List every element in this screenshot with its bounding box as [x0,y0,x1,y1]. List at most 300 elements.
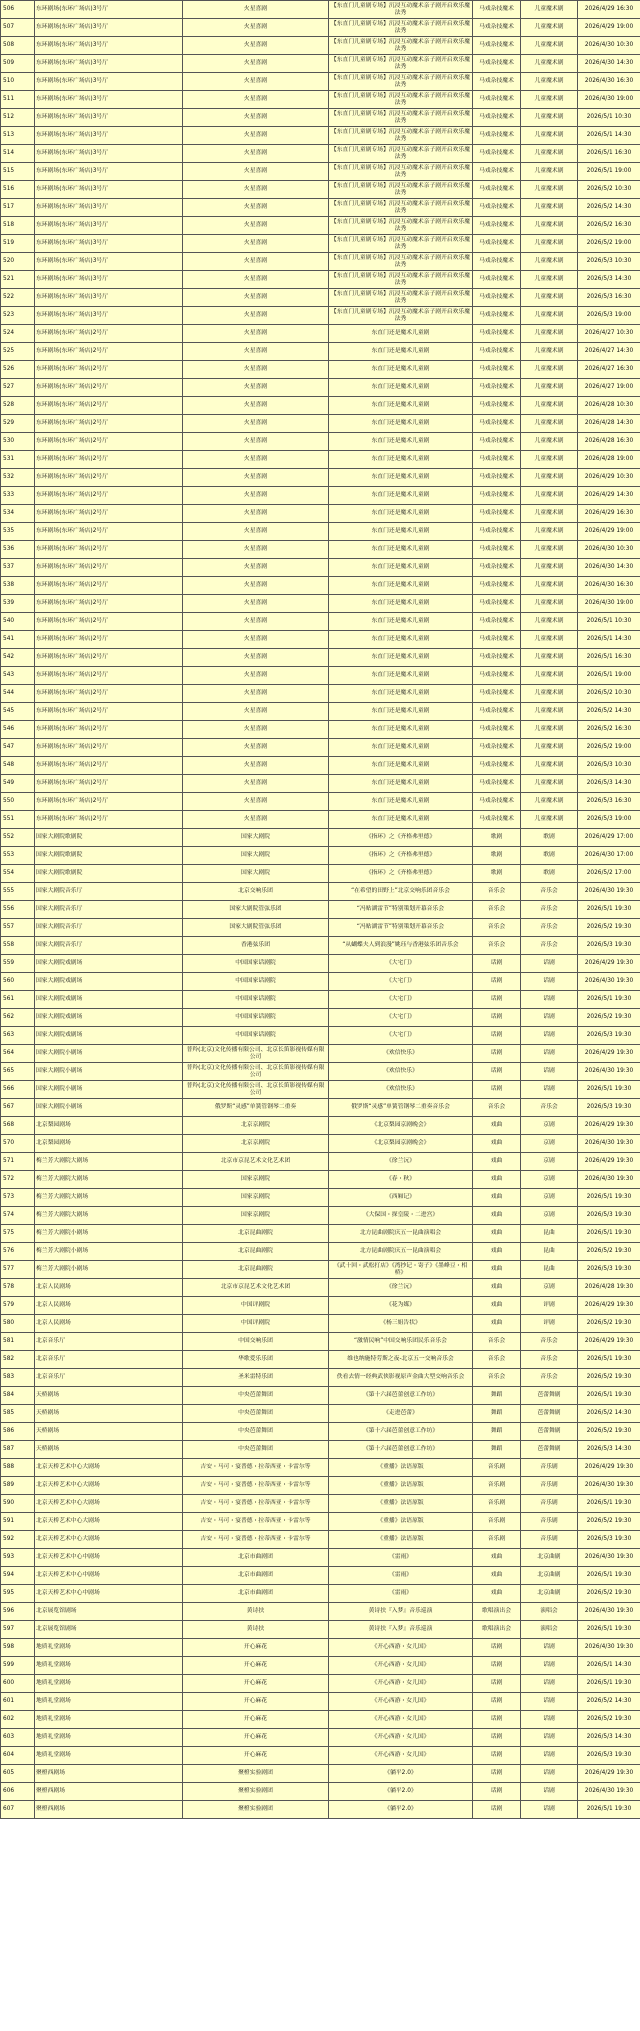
organizer-cell: 火星喜剧 [183,199,329,217]
program-title-cell: 《指环》之《齐格弗里德》 [329,829,473,847]
organizer-cell: 火星喜剧 [183,361,329,379]
venue-cell: 北京梨园剧场 [35,1135,183,1153]
organizer-cell: 北京市曲剧团 [183,1567,329,1585]
genre-cell: 儿童魔术剧 [521,55,578,73]
table-row [1,1027,640,1045]
program-title-cell: “在希望的田野上”北京交响乐团音乐会 [329,883,473,901]
venue-cell: 地质礼堂剧场 [35,1693,183,1711]
datetime-cell: 2026/5/1 19:30 [578,1675,640,1693]
datetime-cell: 2026/5/3 19:30 [578,1099,640,1117]
datetime-cell: 2026/4/29 19:30 [578,1297,640,1315]
table-row [1,163,640,181]
datetime-cell: 2026/5/2 19:30 [578,1513,640,1531]
category-cell: 马戏杂技魔术 [473,469,521,487]
row-number-cell: 573 [1,1189,35,1207]
program-title-cell: 【东直门儿童剧专场】沉浸互动魔术亲子剧开启欢乐魔法秀 [329,55,473,73]
genre-cell: 儿童魔术剧 [521,127,578,145]
row-number-cell: 588 [1,1459,35,1477]
category-cell: 马戏杂技魔术 [473,73,521,91]
datetime-cell: 2026/5/2 19:30 [578,1369,640,1387]
genre-cell: 音乐剧 [521,1531,578,1549]
row-number-cell: 507 [1,19,35,37]
row-number-cell: 603 [1,1729,35,1747]
datetime-cell: 2026/4/30 14:30 [578,55,640,73]
category-cell: 马戏杂技魔术 [473,415,521,433]
row-number-cell: 531 [1,451,35,469]
table-row [1,145,640,163]
organizer-cell: 火星喜剧 [183,523,329,541]
organizer-cell: 吉安・马可・宴普德・拉蒂西亚・卡雷尔等 [183,1459,329,1477]
datetime-cell: 2026/5/1 19:30 [578,1621,640,1639]
organizer-cell: 开心麻花 [183,1729,329,1747]
organizer-cell: 火星喜剧 [183,253,329,271]
genre-cell: 芭蕾舞剧 [521,1423,578,1441]
organizer-cell: 黄诗扶 [183,1603,329,1621]
category-cell: 话剧 [473,1675,521,1693]
program-title-cell: 《走进芭蕾》 [329,1405,473,1423]
organizer-cell: 吉安・马可・宴普德・拉蒂西亚・卡雷尔等 [183,1531,329,1549]
venue-cell: 梅兰芳大剧院大剧场 [35,1207,183,1225]
genre-cell: 音乐会 [521,1333,578,1351]
venue-cell: 东环剧场(东环广场店)2号厅 [35,379,183,397]
genre-cell: 音乐会 [521,901,578,919]
genre-cell: 儿童魔术剧 [521,73,578,91]
table-row [1,505,640,523]
program-title-cell: 【东直门儿童剧专场】沉浸互动魔术亲子剧开启欢乐魔法秀 [329,235,473,253]
genre-cell: 儿童魔术剧 [521,289,578,307]
program-title-cell: 《北京梨园京剧晚会》 [329,1135,473,1153]
row-number-cell: 594 [1,1567,35,1585]
table-row [1,1801,640,1819]
table-row [1,1495,640,1513]
row-number-cell: 572 [1,1171,35,1189]
genre-cell: 儿童魔术剧 [521,469,578,487]
datetime-cell: 2026/5/3 14:30 [578,271,640,289]
venue-cell: 地质礼堂剧场 [35,1675,183,1693]
venue-cell: 东环剧场(东环广场店)3号厅 [35,109,183,127]
venue-cell: 北京音乐厅 [35,1351,183,1369]
venue-cell: 地质礼堂剧场 [35,1657,183,1675]
table-row [1,217,640,235]
datetime-cell: 2026/5/1 19:30 [578,1495,640,1513]
genre-cell: 音乐剧 [521,1513,578,1531]
genre-cell: 北京曲剧 [521,1585,578,1603]
genre-cell: 话剧 [521,955,578,973]
category-cell: 马戏杂技魔术 [473,37,521,55]
table-row [1,1045,640,1063]
category-cell: 歌剧 [473,865,521,883]
program-title-cell: 【东直门儿童剧专场】沉浸互动魔术亲子剧开启欢乐魔法秀 [329,91,473,109]
program-title-cell: 【东直门儿童剧专场】沉浸互动魔术亲子剧开启欢乐魔法秀 [329,109,473,127]
program-title-cell: 东直门还是魔术儿童剧 [329,757,473,775]
genre-cell: 儿童魔术剧 [521,1,578,19]
program-title-cell: 【东直门儿童剧专场】沉浸互动魔术亲子剧开启欢乐魔法秀 [329,163,473,181]
row-number-cell: 510 [1,73,35,91]
table-row [1,1423,640,1441]
datetime-cell: 2026/4/29 19:30 [578,955,640,973]
row-number-cell: 545 [1,703,35,721]
category-cell: 戏曲 [473,1261,521,1279]
program-title-cell: 【东直门儿童剧专场】沉浸互动魔术亲子剧开启欢乐魔法秀 [329,145,473,163]
category-cell: 话剧 [473,1783,521,1801]
datetime-cell: 2026/5/3 19:30 [578,1027,640,1045]
venue-cell: 东环剧场(东环广场店)2号厅 [35,757,183,775]
organizer-cell: 火星喜剧 [183,595,329,613]
genre-cell: 话剧 [521,1693,578,1711]
category-cell: 马戏杂技魔术 [473,361,521,379]
row-number-cell: 560 [1,973,35,991]
organizer-cell: 火星喜剧 [183,811,329,829]
organizer-cell: 火星喜剧 [183,73,329,91]
category-cell: 舞蹈 [473,1441,521,1459]
organizer-cell: 北京市曲剧团 [183,1549,329,1567]
organizer-cell: 国家京剧院 [183,1171,329,1189]
venue-cell: 梅兰芳大剧院大剧场 [35,1153,183,1171]
organizer-cell: 火星喜剧 [183,19,329,37]
organizer-cell: 北京京剧院 [183,1117,329,1135]
row-number-cell: 530 [1,433,35,451]
program-title-cell: 《开心西游・女儿国》 [329,1693,473,1711]
row-number-cell: 577 [1,1261,35,1279]
category-cell: 话剧 [473,973,521,991]
datetime-cell: 2026/5/1 14:30 [578,1657,640,1675]
row-number-cell: 605 [1,1765,35,1783]
category-cell: 马戏杂技魔术 [473,433,521,451]
venue-cell: 东环剧场(东环广场店)2号厅 [35,685,183,703]
category-cell: 马戏杂技魔术 [473,487,521,505]
category-cell: 马戏杂技魔术 [473,127,521,145]
category-cell: 马戏杂技魔术 [473,667,521,685]
row-number-cell: 582 [1,1351,35,1369]
category-cell: 音乐会 [473,1099,521,1117]
program-title-cell: 《开心西游・女儿国》 [329,1657,473,1675]
category-cell: 马戏杂技魔术 [473,739,521,757]
table-row [1,1351,640,1369]
program-title-cell: 东直门还是魔术儿童剧 [329,775,473,793]
program-title-cell: 【东直门儿童剧专场】沉浸互动魔术亲子剧开启欢乐魔法秀 [329,253,473,271]
datetime-cell: 2026/4/29 19:30 [578,1045,640,1063]
program-title-cell: 【东直门儿童剧专场】沉浸互动魔术亲子剧开启欢乐魔法秀 [329,73,473,91]
venue-cell: 东环剧场(东环广场店)3号厅 [35,307,183,325]
table-body [1,1,640,1819]
datetime-cell: 2026/4/29 14:30 [578,487,640,505]
category-cell: 戏曲 [473,1279,521,1297]
table-row [1,595,640,613]
venue-cell: 梅兰芳大剧院大剧场 [35,1171,183,1189]
genre-cell: 儿童魔术剧 [521,703,578,721]
category-cell: 话剧 [473,1009,521,1027]
genre-cell: 演唱会 [521,1603,578,1621]
organizer-cell: 北京市京昆艺术文化艺术团 [183,1279,329,1297]
datetime-cell: 2026/5/2 17:00 [578,865,640,883]
genre-cell: 儿童魔术剧 [521,811,578,829]
table-row [1,811,640,829]
table-row [1,1189,640,1207]
venue-cell: 北京天桥艺术中心大剧场 [35,1495,183,1513]
program-title-cell: 《开心西游・女儿国》 [329,1747,473,1765]
table-row [1,523,640,541]
venue-cell: 东环剧场(东环广场店)2号厅 [35,793,183,811]
category-cell: 马戏杂技魔术 [473,703,521,721]
category-cell: 马戏杂技魔术 [473,541,521,559]
organizer-cell: 开心麻花 [183,1639,329,1657]
category-cell: 马戏杂技魔术 [473,217,521,235]
genre-cell: 京剧 [521,1117,578,1135]
category-cell: 马戏杂技魔术 [473,559,521,577]
table-row [1,1081,640,1099]
program-title-cell: 《重播》法语原版 [329,1513,473,1531]
table-row [1,1153,640,1171]
table-row [1,1261,640,1279]
genre-cell: 儿童魔术剧 [521,37,578,55]
category-cell: 话剧 [473,1045,521,1063]
program-title-cell: 《大宅门》 [329,1009,473,1027]
program-title-cell: 【东直门儿童剧专场】沉浸互动魔术亲子剧开启欢乐魔法秀 [329,181,473,199]
genre-cell: 音乐剧 [521,1477,578,1495]
organizer-cell: 火星喜剧 [183,505,329,523]
row-number-cell: 514 [1,145,35,163]
datetime-cell: 2026/4/30 19:30 [578,1783,640,1801]
genre-cell: 儿童魔术剧 [521,541,578,559]
venue-cell: 东环剧场(东环广场店)3号厅 [35,199,183,217]
table-row [1,361,640,379]
table-row [1,469,640,487]
datetime-cell: 2026/5/1 19:30 [578,1387,640,1405]
table-row [1,91,640,109]
datetime-cell: 2026/4/30 14:30 [578,559,640,577]
row-number-cell: 538 [1,577,35,595]
table-row [1,1711,640,1729]
genre-cell: 儿童魔术剧 [521,739,578,757]
row-number-cell: 580 [1,1315,35,1333]
organizer-cell: 中国评剧院 [183,1315,329,1333]
row-number-cell: 565 [1,1063,35,1081]
row-number-cell: 509 [1,55,35,73]
datetime-cell: 2026/5/3 10:30 [578,253,640,271]
organizer-cell: 火星喜剧 [183,613,329,631]
category-cell: 马戏杂技魔术 [473,523,521,541]
table-row [1,1639,640,1657]
genre-cell: 儿童魔术剧 [521,685,578,703]
venue-cell: 梅兰芳大剧院小剧场 [35,1261,183,1279]
genre-cell: 儿童魔术剧 [521,217,578,235]
table-row [1,721,640,739]
category-cell: 音乐剧 [473,1477,521,1495]
organizer-cell: 中国国家话剧院 [183,1027,329,1045]
genre-cell: 话剧 [521,991,578,1009]
organizer-cell: 吉安・马可・宴普德・拉蒂西亚・卡雷尔等 [183,1495,329,1513]
organizer-cell: 开心麻花 [183,1693,329,1711]
venue-cell: 东环剧场(东环广场店)2号厅 [35,343,183,361]
program-title-cell: 【东直门儿童剧专场】沉浸互动魔术亲子剧开启欢乐魔法秀 [329,289,473,307]
organizer-cell: 火星喜剧 [183,217,329,235]
table-row [1,1621,640,1639]
venue-cell: 东环剧场(东环广场店)3号厅 [35,127,183,145]
datetime-cell: 2026/5/3 19:30 [578,1261,640,1279]
program-title-cell: 【东直门儿童剧专场】沉浸互动魔术亲子剧开启欢乐魔法秀 [329,37,473,55]
genre-cell: 音乐会 [521,1351,578,1369]
datetime-cell: 2026/5/3 14:30 [578,1441,640,1459]
venue-cell: 东环剧场(东环广场店)2号厅 [35,721,183,739]
program-title-cell: 东直门还是魔术儿童剧 [329,685,473,703]
genre-cell: 儿童魔术剧 [521,343,578,361]
datetime-cell: 2026/5/2 10:30 [578,181,640,199]
table-row [1,1729,640,1747]
organizer-cell: 吉安・马可・宴普德・拉蒂西亚・卡雷尔等 [183,1477,329,1495]
category-cell: 音乐会 [473,901,521,919]
category-cell: 音乐会 [473,1351,521,1369]
program-title-cell: 东直门还是魔术儿童剧 [329,613,473,631]
program-title-cell: 《躺平2.0》 [329,1765,473,1783]
organizer-cell: 中国评剧院 [183,1297,329,1315]
category-cell: 音乐会 [473,1369,521,1387]
table-row [1,271,640,289]
genre-cell: 话剧 [521,1729,578,1747]
category-cell: 戏曲 [473,1549,521,1567]
datetime-cell: 2026/5/3 19:30 [578,937,640,955]
datetime-cell: 2026/5/1 19:30 [578,1801,640,1819]
genre-cell: 评剧 [521,1315,578,1333]
datetime-cell: 2026/5/3 14:30 [578,775,640,793]
datetime-cell: 2026/5/1 16:30 [578,649,640,667]
program-title-cell: 《开心西游・女儿国》 [329,1711,473,1729]
genre-cell: 音乐剧 [521,1459,578,1477]
venue-cell: 东环剧场(东环广场店)2号厅 [35,451,183,469]
datetime-cell: 2026/5/3 19:30 [578,1207,640,1225]
table-row [1,73,640,91]
table-row [1,1135,640,1153]
row-number-cell: 535 [1,523,35,541]
genre-cell: 话剧 [521,1081,578,1099]
genre-cell: 昆曲 [521,1243,578,1261]
category-cell: 话剧 [473,1693,521,1711]
category-cell: 马戏杂技魔术 [473,451,521,469]
program-title-cell: 《开心西游・女儿国》 [329,1675,473,1693]
row-number-cell: 529 [1,415,35,433]
organizer-cell: 普羚(北京)文化传播有限公司、北京长笛影视传媒有限公司 [183,1063,329,1081]
table-row [1,199,640,217]
program-title-cell: 《雷雨》 [329,1585,473,1603]
datetime-cell: 2026/4/30 16:30 [578,73,640,91]
category-cell: 戏曲 [473,1153,521,1171]
datetime-cell: 2026/5/2 14:30 [578,1405,640,1423]
genre-cell: 儿童魔术剧 [521,559,578,577]
category-cell: 舞蹈 [473,1423,521,1441]
organizer-cell: 火星喜剧 [183,487,329,505]
organizer-cell: 国家大剧院管弦乐团 [183,901,329,919]
row-number-cell: 566 [1,1081,35,1099]
program-title-cell: 【东直门儿童剧专场】沉浸互动魔术亲子剧开启欢乐魔法秀 [329,1,473,19]
genre-cell: 儿童魔术剧 [521,397,578,415]
row-number-cell: 539 [1,595,35,613]
datetime-cell: 2026/5/2 16:30 [578,721,640,739]
datetime-cell: 2026/5/1 16:30 [578,145,640,163]
program-title-cell: 东直门还是魔术儿童剧 [329,505,473,523]
category-cell: 音乐会 [473,1333,521,1351]
genre-cell: 儿童魔术剧 [521,145,578,163]
program-title-cell: “冯贴湖雷节”特别策划开幕音乐会 [329,919,473,937]
organizer-cell: 火星喜剧 [183,91,329,109]
venue-cell: 东环剧场(东环广场店)3号厅 [35,19,183,37]
category-cell: 马戏杂技魔术 [473,379,521,397]
organizer-cell: 国家京剧院 [183,1207,329,1225]
program-title-cell: 俄罗斯“灵感”单簧管钢琴二重奏音乐会 [329,1099,473,1117]
program-title-cell: 北方昆曲剧院庆五一昆曲演唱会 [329,1243,473,1261]
category-cell: 戏曲 [473,1243,521,1261]
program-title-cell: 《大宅门》 [329,973,473,991]
datetime-cell: 2026/4/29 19:30 [578,1153,640,1171]
table-row [1,1585,640,1603]
row-number-cell: 562 [1,1009,35,1027]
venue-cell: 东环剧场(东环广场店)3号厅 [35,73,183,91]
datetime-cell: 2026/4/30 19:30 [578,1639,640,1657]
table-row [1,1117,640,1135]
venue-cell: 东环剧场(东环广场店)3号厅 [35,163,183,181]
program-title-cell: 东直门还是魔术儿童剧 [329,379,473,397]
genre-cell: 京剧 [521,1207,578,1225]
table-row [1,973,640,991]
row-number-cell: 595 [1,1585,35,1603]
category-cell: 话剧 [473,1765,521,1783]
venue-cell: 北京音乐厅 [35,1369,183,1387]
row-number-cell: 533 [1,487,35,505]
venue-cell: 国家大剧院音乐厅 [35,901,183,919]
program-title-cell: 东直门还是魔术儿童剧 [329,595,473,613]
datetime-cell: 2026/4/27 14:30 [578,343,640,361]
venue-cell: 东环剧场(东环广场店)2号厅 [35,577,183,595]
program-title-cell: 《第十六届芭蕾创意工作坊》 [329,1387,473,1405]
row-number-cell: 579 [1,1297,35,1315]
venue-cell: 东环剧场(东环广场店)3号厅 [35,289,183,307]
datetime-cell: 2026/4/30 10:30 [578,37,640,55]
table-row [1,1783,640,1801]
venue-cell: 天桥剧场 [35,1387,183,1405]
venue-cell: 北京人民剧场 [35,1279,183,1297]
category-cell: 马戏杂技魔术 [473,253,521,271]
row-number-cell: 558 [1,937,35,955]
program-title-cell: 《开心西游・女儿国》 [329,1729,473,1747]
category-cell: 马戏杂技魔术 [473,793,521,811]
table-row [1,1675,640,1693]
datetime-cell: 2026/5/1 19:00 [578,163,640,181]
program-title-cell: 《重播》法语原版 [329,1495,473,1513]
datetime-cell: 2026/4/29 10:30 [578,469,640,487]
venue-cell: 东环剧场(东环广场店)2号厅 [35,325,183,343]
program-title-cell: 《欢信快乐》 [329,1045,473,1063]
table-row [1,631,640,649]
table-row [1,1225,640,1243]
row-number-cell: 524 [1,325,35,343]
datetime-cell: 2026/4/30 19:00 [578,595,640,613]
genre-cell: 歌剧 [521,865,578,883]
datetime-cell: 2026/5/2 14:30 [578,703,640,721]
program-title-cell: 《重播》法语原版 [329,1459,473,1477]
row-number-cell: 554 [1,865,35,883]
datetime-cell: 2026/4/29 19:30 [578,1765,640,1783]
organizer-cell: 火星喜剧 [183,145,329,163]
program-title-cell: 东直门还是魔术儿童剧 [329,811,473,829]
table-row [1,1405,640,1423]
genre-cell: 话剧 [521,1675,578,1693]
datetime-cell: 2026/5/1 19:30 [578,991,640,1009]
program-title-cell: 东直门还是魔术儿童剧 [329,433,473,451]
row-number-cell: 597 [1,1621,35,1639]
category-cell: 歌唱演出会 [473,1603,521,1621]
venue-cell: 东环剧场(东环广场店)3号厅 [35,145,183,163]
genre-cell: 京剧 [521,1135,578,1153]
organizer-cell: 中国国家话剧院 [183,1009,329,1027]
organizer-cell: 火星喜剧 [183,577,329,595]
